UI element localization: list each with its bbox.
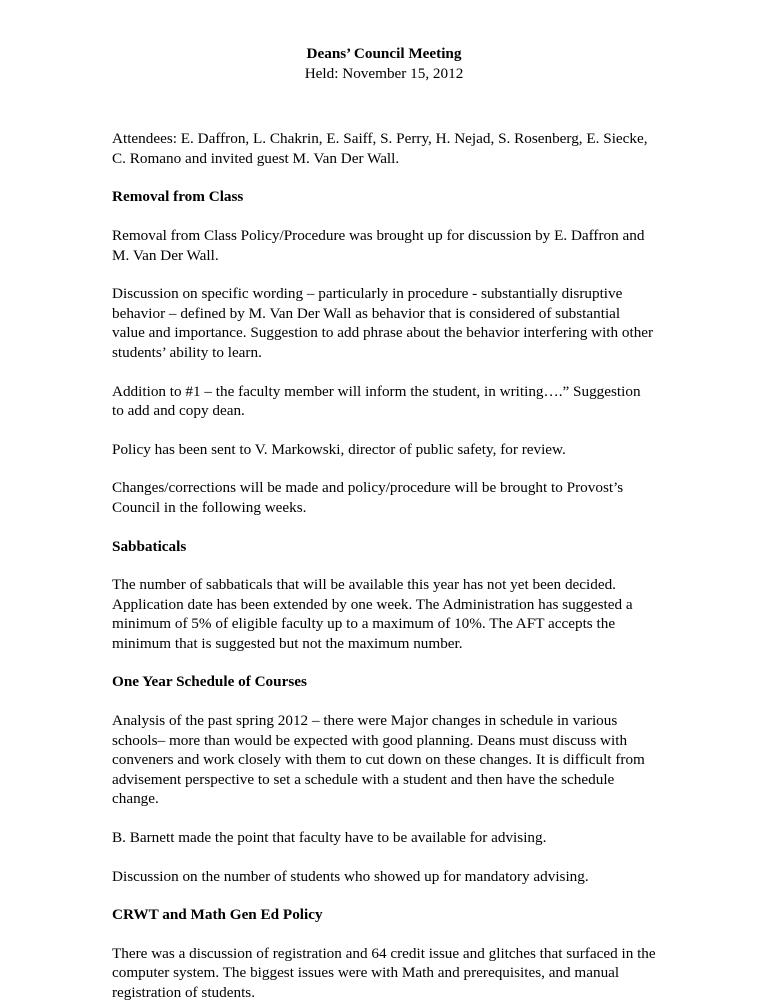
section-heading-one-year-schedule: One Year Schedule of Courses <box>112 673 307 691</box>
section-heading-sabbaticals: Sabbaticals <box>112 537 187 555</box>
attendees-paragraph: Attendees: E. Daffron, L. Chakrin, E. Saiff, S. Perry, H. Nejad, S. Rosenberg, E. Siecke, C. Romano and invited guest M. Van Der Wall. <box>112 130 648 167</box>
document-header <box>112 44 656 83</box>
section-heading-crwt-math-gen-ed: CRWT and Math Gen Ed Policy <box>112 906 323 924</box>
paragraph: There was a discussion of registration and 64 credit issue and glitches that surfaced in the computer system. The biggest issues were with Math and prerequisites, and manual registration of students. <box>112 944 656 1001</box>
section-heading-removal-from-class: Removal from Class <box>112 188 244 206</box>
paragraph: The number of sabbaticals that will be available this year has not yet been decided. Application date has been extended by one week. The Administration has suggested a minimum of 5% of eligible faculty up to a maximum of 10%. The AFT accepts the minimum that is suggested but not the maximum number. <box>112 576 633 652</box>
paragraph: Removal from Class Policy/Procedure was brought up for discussion by E. Daffron and M. Van Der Wall. <box>112 226 645 264</box>
document-title: Deans’ Council Meeting <box>306 45 462 62</box>
paragraph: Discussion on specific wording – particularly in procedure - substantially disruptive behavior – defined by M. Van Der Wall as behavior that is considered of substantial value and importance. Suggestion to add phrase about the behavior interfering with other students’ ability to learn. <box>112 285 654 361</box>
meeting-date: Held: November 15, 2012 <box>304 64 464 82</box>
paragraph: Analysis of the past spring 2012 – there were Major changes in schedule in various schools– more than would be expected with good planning. Deans must discuss with conveners and work closely with them to cut down on these changes. It is difficult from advisement perspective to set a schedule with a student and then have the schedule change. <box>112 712 645 808</box>
paragraph: Policy has been sent to V. Markowski, director of public safety, for review. <box>112 440 566 458</box>
paragraph: B. Barnett made the point that faculty have to be available for advising. <box>112 829 547 847</box>
paragraph: Addition to #1 – the faculty member will inform the student, in writing….” Suggestion to add and copy dean. <box>112 382 641 420</box>
paragraph: Changes/corrections will be made and policy/procedure will be brought to Provost’s Council in the following weeks. <box>112 479 624 516</box>
paragraph: Discussion on the number of students who showed up for mandatory advising. <box>112 867 589 885</box>
